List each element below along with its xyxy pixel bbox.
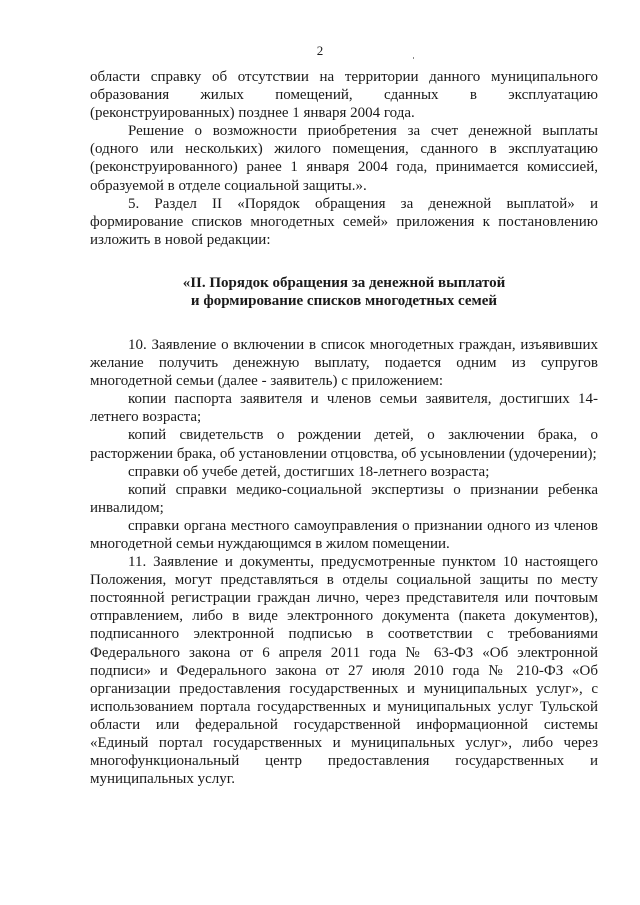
section-heading [90,274,598,310]
document-body [90,68,598,788]
list-item-passport: копии паспорта заявителя и членов семьи заявителя, достигших 14-летнего возраста; [90,391,598,426]
page-number: 2 [316,43,324,58]
list-item-education: справки об учебе детей, достигших 18-летнего возраста; [128,463,490,480]
paragraph-item-10: 10. Заявление о включении в список многодетных граждан, изъявивших желание получить денежную выплату, подается одним из супругов многодетной семьи (далее - заявитель) с приложением: [90,336,598,390]
list-item-certificates: копий свидетельств о рождении детей, о заключении брака, о расторжении брака, об установлении отцовства, об усыновлении (удочерении); [90,427,598,462]
list-item-housing: справки органа местного самоуправления о признании одного из членов многодетной семьи нуждающимся в жилом помещении. [90,517,598,552]
paragraph-item-11: 11. Заявление и документы, предусмотренные пунктом 10 настоящего Положения, могут представляться в отделы социальной защиты по месту постоянной регистрации граждан лично, через представителя или почтовым отправлением, либо в виде электронного документа (пакета документов), подписанного электронной подписью в соответствии с требованиями Федерального закона от 6 апреля 2011 года № 63-ФЗ «Об электронной подписи» и Федерального закона от 27 июля 2010 года № 210-ФЗ «Об организации предоставления государственных и муниципальных услуг», с использованием портала государственных и муниципальных услуг Тульской области или федеральной государственной информационной системы «Единый портал государственных и муниципальных услуг», либо через многофункциональный центр предоставления государственных и муниципальных услуг. [90,554,598,788]
list-item-disability: копий справки медико-социальной экспертизы о признании ребенка инвалидом; [90,481,598,516]
paragraph-item-5: 5. Раздел II «Порядок обращения за денежной выплатой» и формирование списков многодетных семей» приложения к постановлению изложить в новой редакции: [90,195,598,248]
section-heading-line-1: «II. Порядок обращения за денежной выплатой [182,274,506,291]
paragraph-decision: Решение о возможности приобретения за счет денежной выплаты (одного или нескольких) жилого помещения, сданного в эксплуатацию (реконструированного) ранее 1 января 2004 года, принимается комиссией, образуемой в отделе социальной защиты.». [90,123,598,194]
section-heading-line-2: и формирование списков многодетных семей [190,292,498,309]
scan-artifact-dot [413,57,414,59]
paragraph-continuation: области справку об отсутствии на территории данного муниципального образования жилых помещений, сданных в эксплуатацию (реконструированных) позднее 1 января 2004 года. [90,69,598,122]
